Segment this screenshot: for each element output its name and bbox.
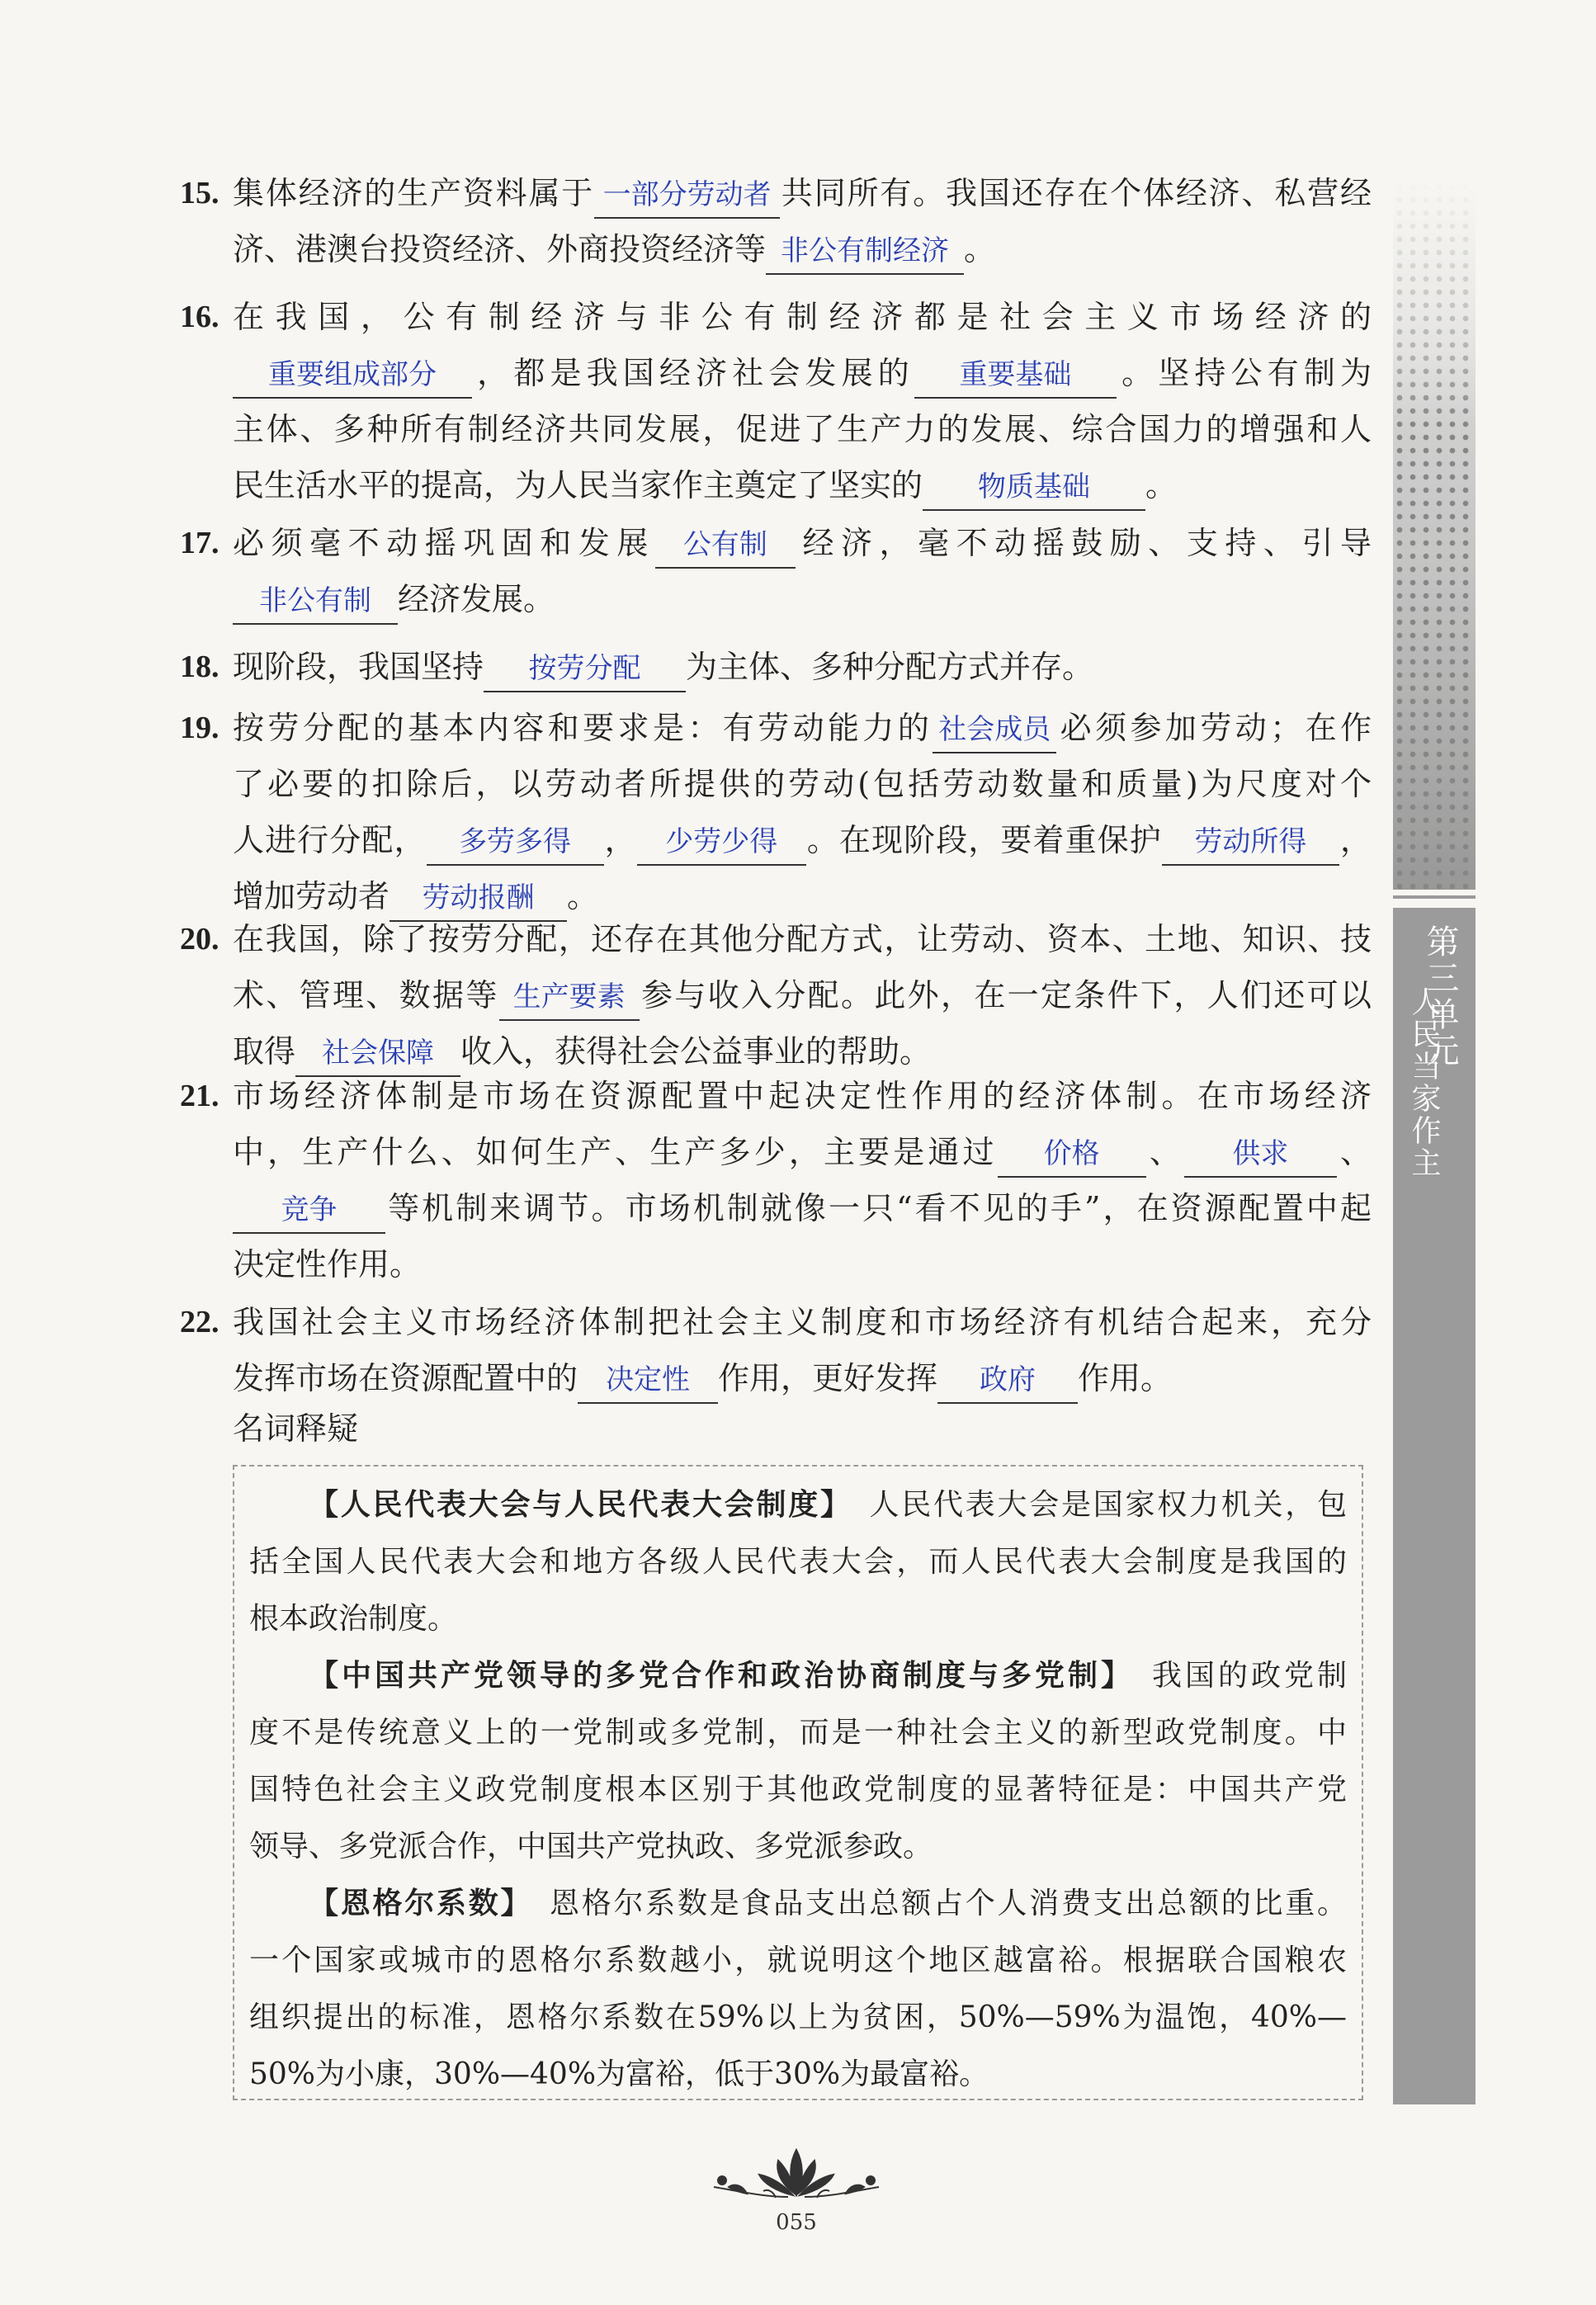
question-line — [233, 756, 1372, 812]
answer-blank[interactable]: 非公有制 — [233, 580, 398, 625]
glossary-line — [249, 1989, 1347, 2046]
answer-blank[interactable]: 重要基础 — [914, 354, 1117, 399]
unit-subtitle: 人民当家作主 — [1407, 986, 1441, 1179]
glossary-line — [249, 1590, 1347, 1647]
question-number: 19. — [180, 711, 220, 745]
glossary-line — [249, 1761, 1347, 1818]
question-text: 必须参加劳动；在作 — [1056, 710, 1372, 746]
question-text: 参与收入分配。此外，在一定条件下，人们还可以 — [639, 977, 1372, 1013]
question-line — [233, 457, 1372, 513]
question-text: 必须毫不动摇巩固和发展 — [233, 525, 655, 561]
answer-blank[interactable]: 劳动报酬 — [390, 877, 567, 922]
question-text: 。 — [567, 878, 599, 914]
side-decoration — [1393, 180, 1476, 890]
question-text: 。 — [964, 231, 996, 267]
question-line — [233, 1180, 1372, 1236]
glossary-line — [249, 1818, 1347, 1875]
glossary-text: 领导、多党派合作，中国共产党执政、多党派参政。 — [249, 1830, 933, 1863]
answer-blank[interactable]: 生产要素 — [499, 976, 640, 1021]
question-line — [233, 967, 1372, 1023]
answer-blank[interactable]: 按劳分配 — [484, 648, 686, 692]
question-text: 、 — [1145, 1134, 1184, 1170]
question-number: 22. — [180, 1305, 220, 1339]
question-item — [180, 165, 1372, 277]
glossary-text: 国特色社会主义政党制度根本区别于其他政党制度的显著特征是：中国共产党 — [249, 1773, 1347, 1807]
question-number: 18. — [180, 649, 220, 684]
question-text: 。在现阶段，要着重保护 — [805, 822, 1162, 858]
answer-blank[interactable]: 一部分劳动者 — [594, 174, 780, 219]
question-text: 在我国，除了按劳分配，还存在其他分配方式，让劳动、资本、土地、知识、技 — [233, 921, 1372, 957]
answer-blank[interactable]: 供求 — [1184, 1133, 1337, 1178]
question-text: 人进行分配， — [233, 822, 427, 858]
glossary-text: 我国的政党制 — [1148, 1659, 1347, 1693]
glossary-line — [249, 1704, 1347, 1761]
glossary-entry — [249, 1476, 1347, 1647]
answer-blank[interactable]: 政府 — [937, 1359, 1078, 1404]
answer-blank[interactable]: 决定性 — [578, 1359, 718, 1404]
question-text: 共同所有。我国还存在个体经济、私营经 — [780, 175, 1372, 211]
question-text: 等机制来调节。市场机制就像一只“看不见的手”，在资源配置中起 — [385, 1190, 1372, 1226]
glossary-text: 一个国家或城市的恩格尔系数越小，就说明这个地区越富裕。根据联合国粮农 — [249, 1944, 1347, 1977]
glossary-line — [249, 2046, 1347, 2103]
glossary-text: 50%为小康，30%—40%为富裕，低于30%为最富裕。 — [249, 2057, 989, 2091]
question-item — [180, 1294, 1372, 1406]
answer-blank[interactable]: 社会保障 — [295, 1032, 460, 1077]
glossary-line — [249, 1533, 1347, 1590]
answer-blank[interactable]: 公有制 — [655, 524, 796, 569]
glossary-term: 【人民代表大会与人民代表大会制度】 — [309, 1488, 852, 1522]
question-text: 按劳分配的基本内容和要求是：有劳动能力的 — [233, 710, 933, 746]
question-item — [180, 639, 1372, 695]
glossary-term: 【恩格尔系数】 — [309, 1887, 533, 1920]
question-text: 发挥市场在资源配置中的 — [233, 1360, 578, 1396]
unit-label: 第三单元 — [1421, 924, 1459, 1070]
question-text: 决定性作用。 — [233, 1246, 422, 1282]
glossary-text: 组织提出的标准，恩格尔系数在59%以上为贫困，50%—59%为温饱，40%— — [249, 2000, 1347, 2034]
glossary-box — [233, 1465, 1363, 2100]
question-number: 15. — [180, 176, 220, 210]
question-text: 市场经济体制是市场在资源配置中起决定性作用的经济体制。在市场经济 — [233, 1078, 1372, 1114]
answer-blank[interactable]: 重要组成部分 — [233, 354, 472, 399]
unit-side-tab — [1393, 908, 1476, 2104]
glossary-text: 人民代表大会是国家权力机关，包 — [866, 1488, 1347, 1522]
glossary-line — [249, 1875, 1347, 1932]
question-line — [233, 1350, 1372, 1406]
answer-blank[interactable]: 劳动所得 — [1162, 821, 1339, 866]
question-text: 济、港澳台投资经济、外商投资经济等 — [233, 231, 767, 267]
page-number: 055 — [776, 2210, 817, 2235]
answer-blank[interactable]: 竞争 — [233, 1189, 385, 1234]
section-title: 名词释疑 — [233, 1410, 359, 1447]
question-line — [233, 221, 1372, 277]
answer-blank[interactable]: 社会成员 — [933, 709, 1056, 753]
glossary-line — [249, 1932, 1347, 1989]
glossary-text: 度不是传统意义上的一党制或多党制，而是一种社会主义的新型政党制度。中 — [249, 1716, 1347, 1750]
question-text: 主体、多种所有制经济共同发展，促进了生产力的发展、综合国力的增强和人 — [233, 411, 1372, 447]
question-number: 16. — [180, 300, 220, 334]
question-line — [233, 700, 1372, 756]
question-item — [180, 289, 1372, 513]
question-text: 作用。 — [1078, 1360, 1173, 1396]
question-line — [233, 289, 1372, 345]
question-text: 。 — [1145, 467, 1178, 503]
question-text: ，都是我国经济社会发展的 — [472, 355, 914, 391]
question-text: ， — [603, 822, 637, 858]
glossary-line — [249, 1647, 1347, 1704]
question-number: 17. — [180, 526, 220, 560]
question-line — [233, 1236, 1372, 1292]
question-item — [180, 700, 1372, 924]
question-line — [233, 571, 1372, 627]
glossary-entry — [249, 1647, 1347, 1875]
question-item — [180, 1068, 1372, 1292]
question-text: 现阶段，我国坚持 — [233, 649, 484, 685]
glossary-line — [249, 1476, 1347, 1533]
question-text: 。坚持公有制为 — [1116, 355, 1372, 391]
question-text: 集体经济的生产资料属于 — [233, 175, 595, 211]
question-text: 、 — [1336, 1134, 1372, 1170]
floral-ornament-icon — [697, 2146, 895, 2203]
answer-blank[interactable]: 非公有制经济 — [766, 230, 964, 275]
question-line — [233, 515, 1372, 571]
question-item — [180, 911, 1372, 1079]
question-line — [233, 911, 1372, 967]
question-line — [233, 639, 1372, 695]
glossary-text: 根本政治制度。 — [249, 1602, 458, 1636]
question-line — [233, 812, 1372, 868]
question-text: 作用，更好发挥 — [718, 1360, 938, 1396]
question-line — [233, 165, 1372, 221]
question-line — [233, 345, 1372, 401]
question-text: 经济，毫不动摇鼓励、支持、引导 — [795, 525, 1372, 561]
question-text: 经济发展。 — [398, 581, 555, 617]
question-text: 民生活水平的提高，为人民当家作主奠定了坚实的 — [233, 467, 923, 503]
answer-blank[interactable]: 价格 — [998, 1133, 1146, 1178]
question-text: 取得 — [233, 1033, 296, 1070]
question-text: 增加劳动者 — [233, 878, 390, 914]
question-line — [233, 401, 1372, 457]
answer-blank[interactable]: 少劳少得 — [637, 821, 806, 866]
question-text: 收入，获得社会公益事业的帮助。 — [460, 1033, 932, 1070]
question-text: 术、管理、数据等 — [233, 977, 499, 1013]
question-text: 中，生产什么、如何生产、生产多少，主要是通过 — [233, 1134, 998, 1170]
glossary-entry — [249, 1875, 1347, 2103]
glossary-term: 【中国共产党领导的多党合作和政治协商制度与多党制】 — [309, 1659, 1134, 1693]
answer-blank[interactable]: 物质基础 — [923, 466, 1145, 511]
glossary-text: 恩格尔系数是食品支出总额占个人消费支出总额的比重。 — [547, 1887, 1347, 1920]
side-divider — [1393, 895, 1476, 899]
question-text: 为主体、多种分配方式并存。 — [686, 649, 1094, 685]
question-text: 了必要的扣除后，以劳动者所提供的劳动(包括劳动数量和质量)为尺度对个 — [233, 766, 1372, 802]
answer-blank[interactable]: 多劳多得 — [427, 821, 604, 866]
question-line — [233, 1124, 1372, 1180]
question-text: 在我国，公有制经济与非公有制经济都是社会主义市场经济的 — [233, 299, 1372, 335]
question-text: ， — [1339, 822, 1372, 858]
question-line — [233, 1294, 1372, 1350]
question-number: 21. — [180, 1079, 220, 1113]
question-line — [233, 1068, 1372, 1124]
question-text: 我国社会主义市场经济体制把社会主义制度和市场经济有机结合起来，充分 — [233, 1304, 1372, 1340]
glossary-text: 括全国人民代表大会和地方各级人民代表大会，而人民代表大会制度是我国的 — [249, 1545, 1347, 1579]
question-number: 20. — [180, 922, 220, 956]
question-item — [180, 515, 1372, 627]
